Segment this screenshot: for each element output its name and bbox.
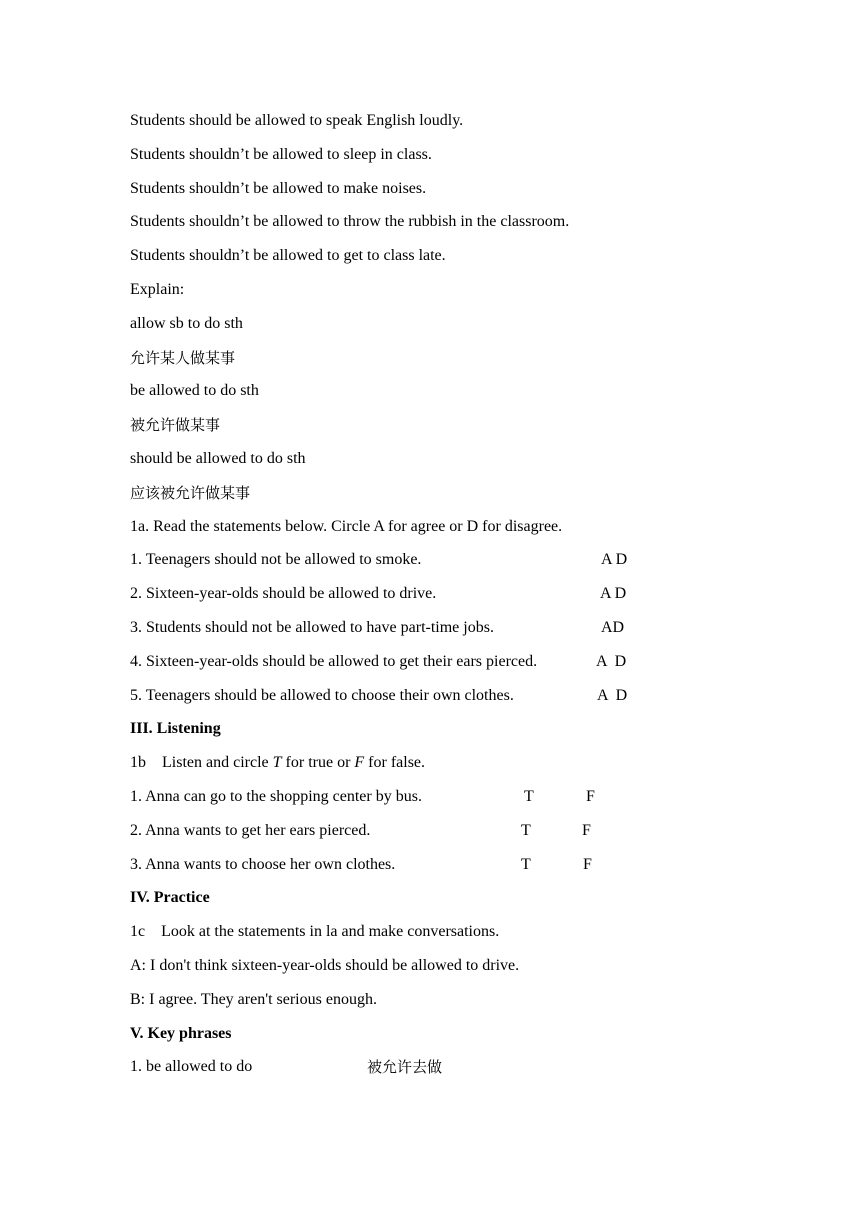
conversation-line-b: B: I agree. They aren't serious enough. — [130, 990, 377, 1008]
instruction-text: for true or — [281, 754, 355, 772]
true-option: T — [524, 787, 534, 805]
listening-heading: III. Listening — [130, 720, 221, 738]
exercise-1a-item — [130, 615, 730, 649]
statement-line: Students should be allowed to speak English loudly. — [130, 112, 464, 129]
statement-line: Students shouldn’t be allowed to sleep in class. — [130, 145, 432, 163]
phrase-chinese: 被允许去做 — [367, 1058, 443, 1077]
exercise-1b-item — [130, 852, 730, 886]
exercise-1b-item — [130, 784, 730, 818]
true-option: T — [521, 855, 531, 873]
explain-heading: Explain: — [130, 280, 185, 298]
true-option: T — [521, 821, 531, 839]
phrase-english: allow sb to do sth — [130, 314, 243, 332]
agree-disagree-choices: A D — [597, 686, 628, 704]
statement-text: 4. Sixteen-year-olds should be allowed to get their ears pierced. — [130, 652, 538, 670]
exercise-1c-instruction: 1c Look at the statements in la and make conversations. — [130, 923, 500, 941]
phrase-chinese: 被允许做某事 — [130, 416, 221, 435]
statement-line: Students shouldn’t be allowed to make noises. — [130, 179, 427, 197]
statement-text: 5. Teenagers should be allowed to choose their own clothes. — [130, 686, 514, 704]
exercise-1a-instruction: 1a. Read the statements below. Circle A for agree or D for disagree. — [130, 517, 563, 535]
exercise-1b-instruction — [130, 750, 730, 784]
false-option: F — [582, 821, 591, 839]
agree-disagree-choices: A D — [596, 652, 627, 670]
statement-text: 1. Teenagers should not be allowed to smoke. — [130, 551, 422, 569]
false-option: F — [583, 855, 592, 873]
agree-disagree-choices: A D — [600, 585, 627, 603]
document-page — [130, 108, 730, 1088]
true-letter: T — [272, 754, 282, 772]
phrase-chinese: 允许某人做某事 — [130, 348, 236, 367]
statement-text: 2. Sixteen-year-olds should be allowed to drive. — [130, 585, 437, 603]
exercise-1a-item — [130, 547, 730, 581]
instruction-text: for false. — [364, 754, 426, 772]
statement-line: Students shouldn’t be allowed to get to class late. — [130, 247, 446, 265]
statement-text: 1. Anna can go to the shopping center by bus. — [130, 787, 422, 805]
exercise-1b-item — [130, 818, 730, 852]
key-phrases-heading: V. Key phrases — [130, 1024, 232, 1042]
exercise-1a-item — [130, 581, 730, 615]
key-phrase-item — [130, 1054, 730, 1088]
exercise-1a-item — [130, 649, 730, 683]
false-option: F — [586, 787, 595, 805]
phrase-english: 1. be allowed to do — [130, 1058, 253, 1076]
statement-text: 2. Anna wants to get her ears pierced. — [130, 821, 371, 839]
conversation-line-a: A: I don't think sixteen-year-olds should be allowed to drive. — [130, 956, 520, 974]
statement-text: 3. Anna wants to choose her own clothes. — [130, 855, 396, 873]
statement-text: 3. Students should not be allowed to have part-time jobs. — [130, 618, 494, 636]
phrase-chinese: 应该被允许做某事 — [130, 483, 251, 502]
phrase-english: should be allowed to do sth — [130, 449, 306, 467]
phrase-english: be allowed to do sth — [130, 382, 259, 400]
practice-heading: IV. Practice — [130, 889, 210, 907]
agree-disagree-choices: A D — [601, 551, 628, 569]
agree-disagree-choices: AD — [601, 618, 625, 636]
false-letter: F — [354, 754, 365, 772]
statement-line: Students shouldn’t be allowed to throw the rubbish in the classroom. — [130, 213, 570, 231]
exercise-1a-item — [130, 683, 730, 717]
instruction-text: 1b Listen and circle — [130, 754, 273, 772]
